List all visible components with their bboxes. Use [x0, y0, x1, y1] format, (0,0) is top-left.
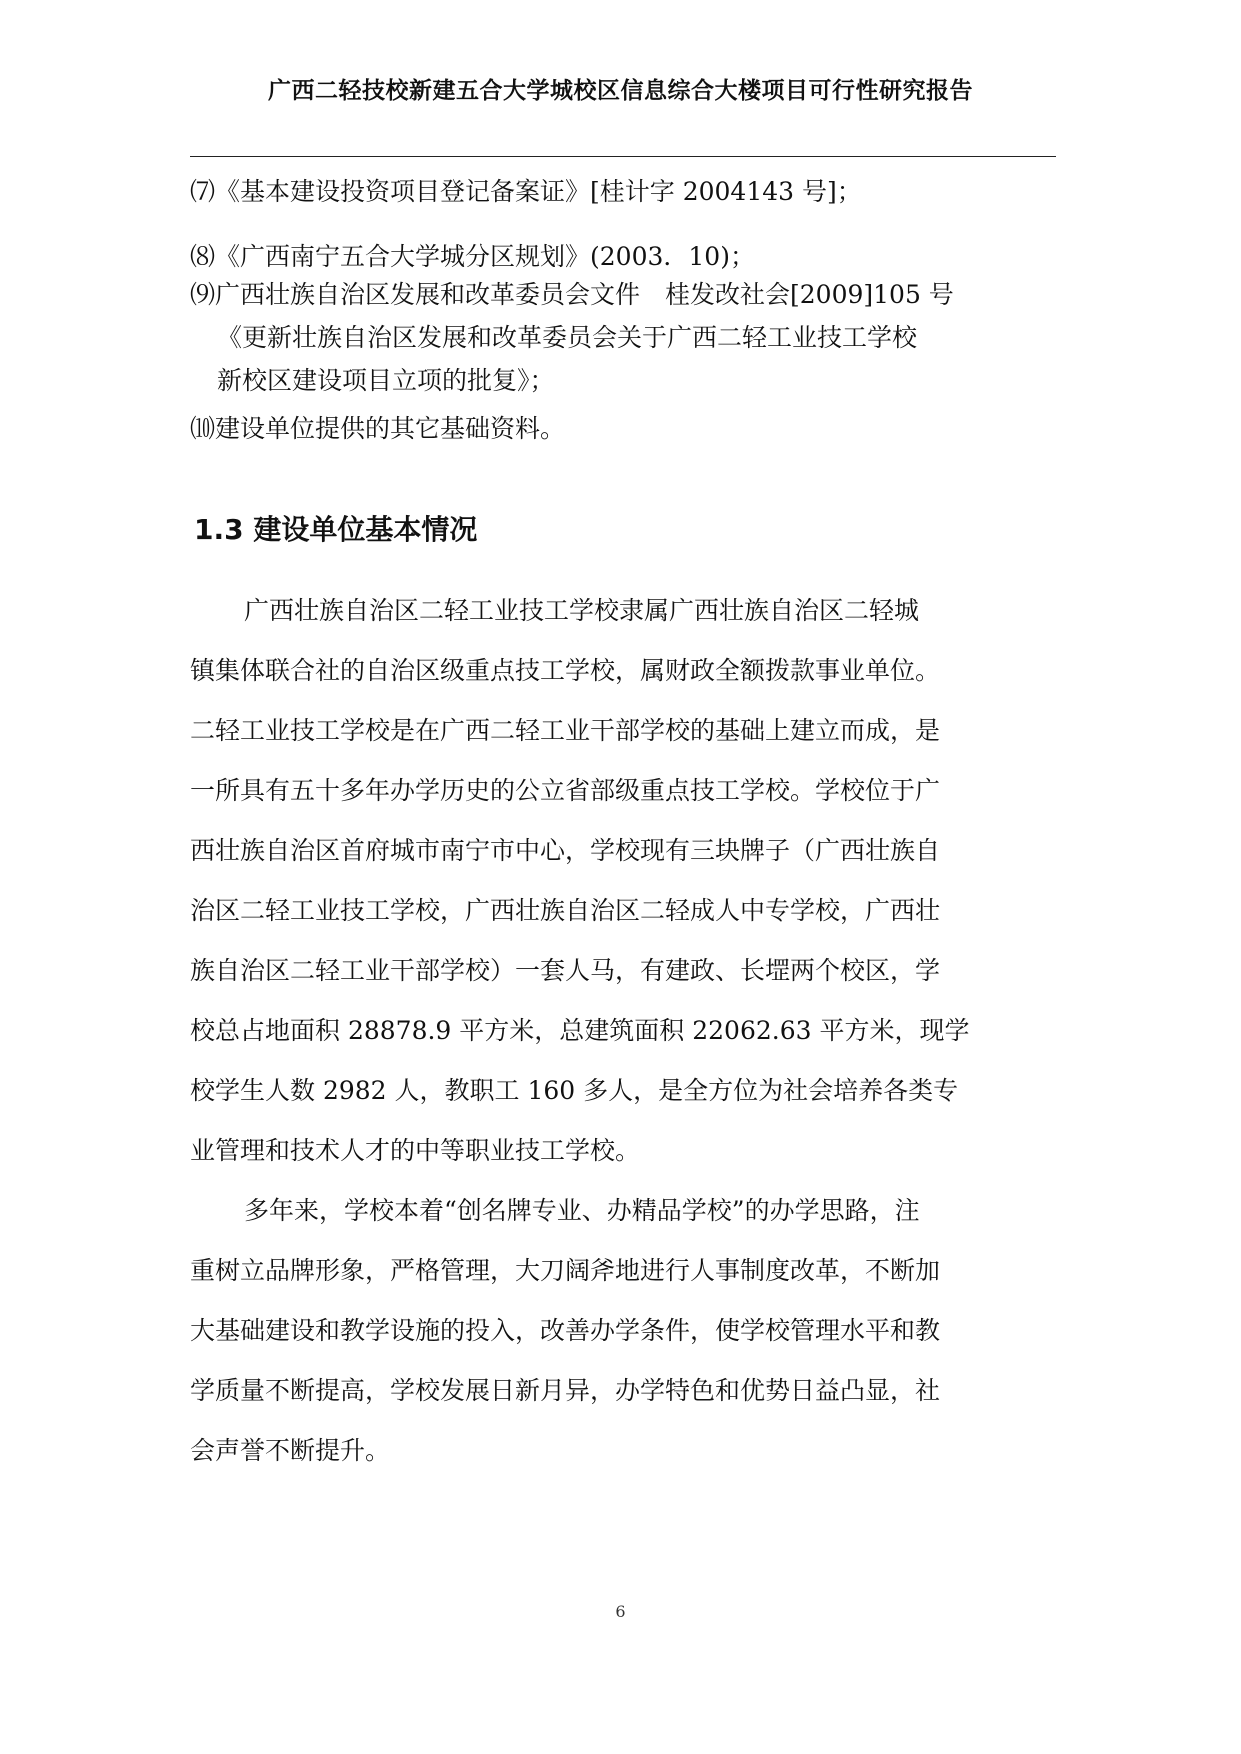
- paragraph-2-line: 会声誉不断提升。: [190, 1436, 391, 1465]
- reference-item-8: ⑻《广西南宁五合大学城分区规划》(2003．10)；: [190, 242, 755, 271]
- paragraph-1-line: 校总占地面积 28878.9 平方米，总建筑面积 22062.63 平方米，现学: [190, 1016, 970, 1045]
- reference-item-10: ⑽建设单位提供的其它基础资料。: [190, 414, 566, 443]
- reference-item-9-line-3: 新校区建设项目立项的批复》；: [217, 366, 555, 395]
- document-header-title: 广西二轻技校新建五合大学城校区信息综合大楼项目可行性研究报告: [268, 78, 973, 104]
- header-divider: [190, 156, 1056, 157]
- paragraph-1-line: 治区二轻工业技工学校，广西壮族自治区二轻成人中专学校，广西壮: [190, 896, 941, 925]
- paragraph-2-line: 重树立品牌形象，严格管理，大刀阔斧地进行人事制度改革，不断加: [190, 1256, 941, 1285]
- paragraph-1-line: 西壮族自治区首府城市南宁市中心，学校现有三块牌子（广西壮族自: [190, 836, 941, 865]
- paragraph-1-line: 广西壮族自治区二轻工业技工学校隶属广西壮族自治区二轻城: [244, 596, 920, 625]
- reference-item-9-line-1: ⑼广西壮族自治区发展和改革委员会文件 桂发改社会[2009]105 号: [190, 280, 954, 309]
- section-heading: 1.3 建设单位基本情况: [194, 513, 478, 546]
- reference-item-9-line-2: 《更新壮族自治区发展和改革委员会关于广西二轻工业技工学校: [217, 323, 918, 352]
- paragraph-2-line: 学质量不断提高，学校发展日新月异，办学特色和优势日益凸显，社: [190, 1376, 941, 1405]
- paragraph-1-line: 族自治区二轻工业干部学校）一套人马，有建政、长堽两个校区，学: [190, 956, 941, 985]
- paragraph-2-line: 大基础建设和教学设施的投入，改善办学条件，使学校管理水平和教: [190, 1316, 941, 1345]
- paragraph-1-line: 一所具有五十多年办学历史的公立省部级重点技工学校。学校位于广: [190, 776, 941, 805]
- paragraph-1-line: 二轻工业技工学校是在广西二轻工业干部学校的基础上建立而成，是: [190, 716, 941, 745]
- page-number: 6: [615, 1602, 626, 1621]
- reference-item-7: ⑺《基本建设投资项目登记备案证》[桂计字 2004143 号]；: [190, 177, 862, 206]
- paragraph-1-line: 镇集体联合社的自治区级重点技工学校，属财政全额拨款事业单位。: [190, 656, 941, 685]
- paragraph-2-line: 多年来，学校本着“创名牌专业、办精品学校”的办学思路，注: [244, 1196, 920, 1225]
- paragraph-1-line: 业管理和技术人才的中等职业技工学校。: [190, 1136, 641, 1165]
- paragraph-1-line: 校学生人数 2982 人，教职工 160 多人，是全方位为社会培养各类专: [190, 1076, 959, 1105]
